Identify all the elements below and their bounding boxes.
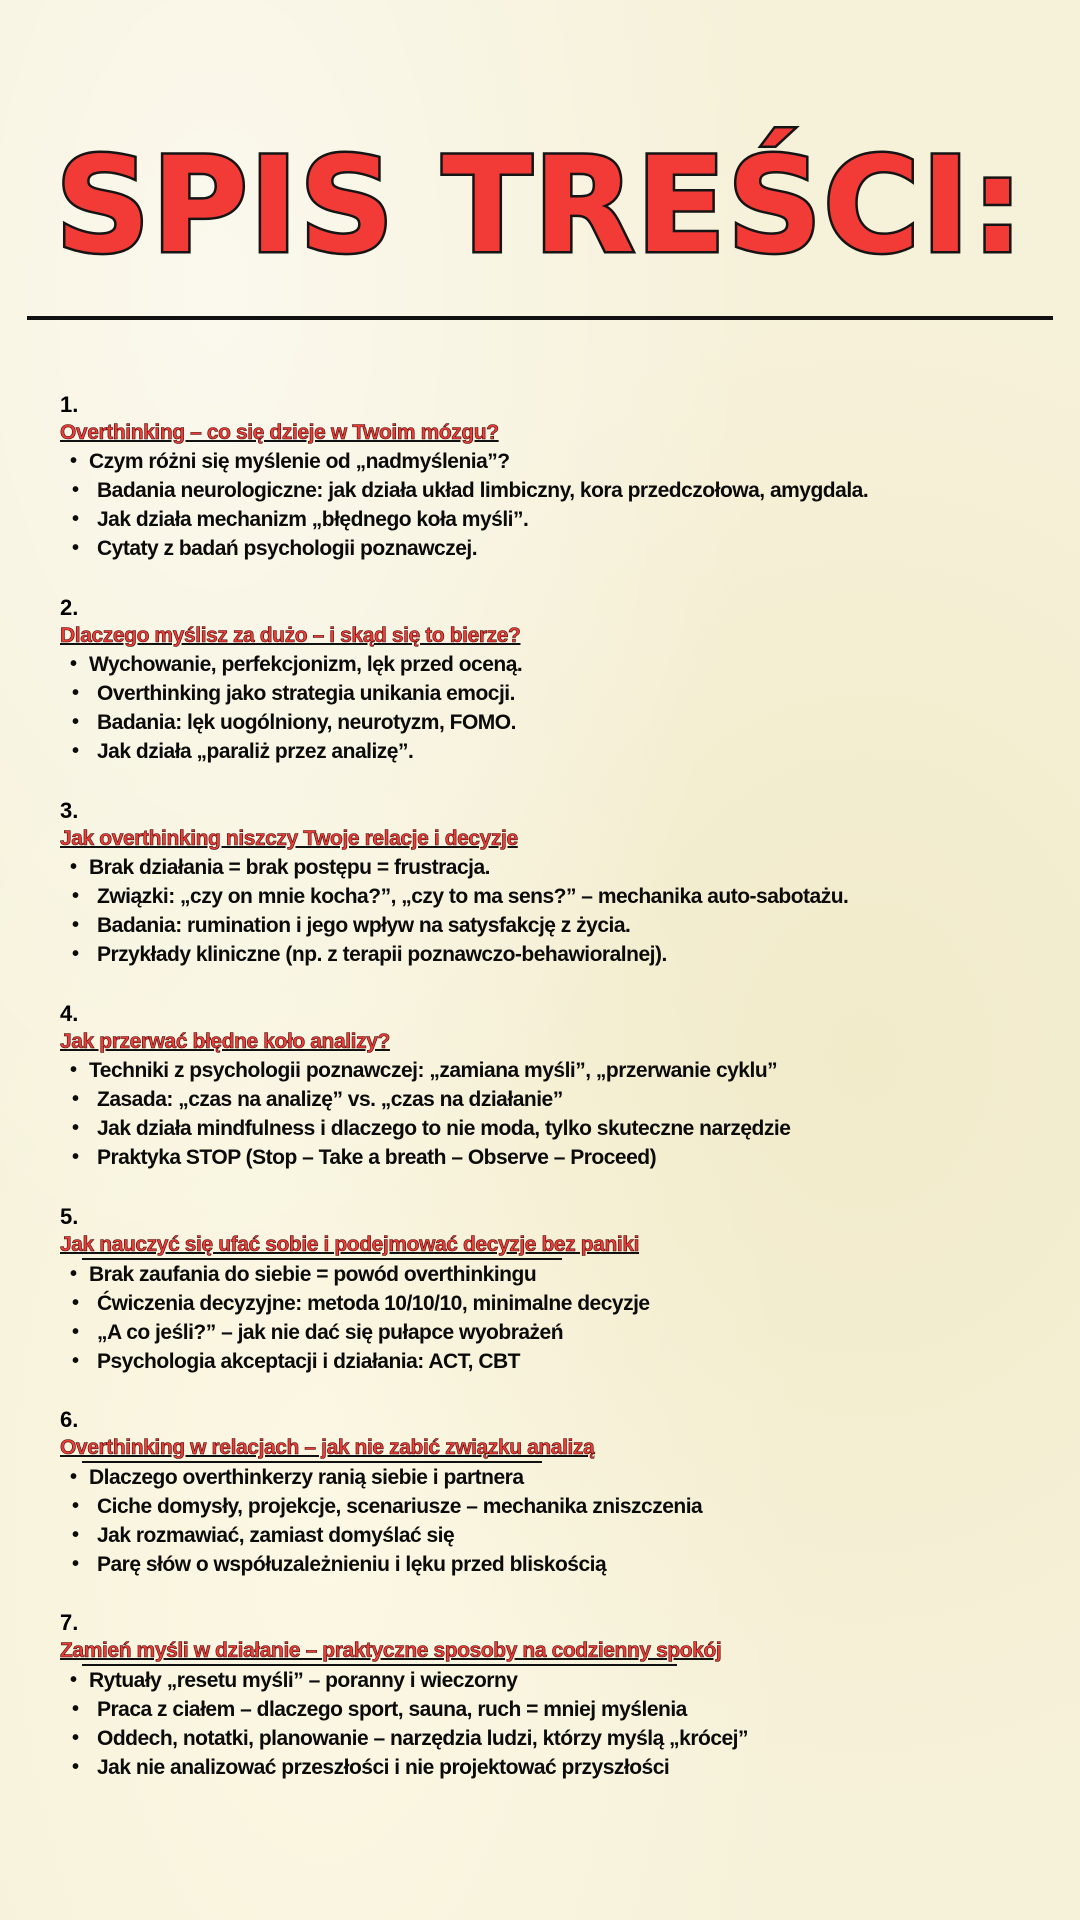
list-item: • Brak zaufania do siebie = powód overthinkingu (60, 1260, 1040, 1289)
list-item: • Ćwiczenia decyzyjne: metoda 10/10/10, minimalne decyzje (60, 1289, 1040, 1318)
list-item: • Psychologia akceptacji i działania: ACT, CBT (60, 1347, 1040, 1376)
list-item: • Overthinking jako strategia unikania emocji. (60, 679, 1040, 708)
list-item: • Praca z ciałem – dlaczego sport, sauna, ruch = mniej myślenia (60, 1695, 1040, 1724)
list-item: • Parę słów o współuzależnieniu i lęku przed bliskością (60, 1550, 1040, 1579)
list-item: • Wychowanie, perfekcjonizm, lęk przed oceną. (60, 650, 1040, 679)
chapter-number: 2. (60, 595, 79, 620)
list-item: • Badania: lęk uogólniony, neurotyzm, FOMO. (60, 708, 1040, 737)
chapter-number: 7. (60, 1610, 79, 1635)
title-divider (27, 316, 1053, 320)
chapter-number: 3. (60, 798, 79, 823)
topic-list (60, 1260, 1040, 1376)
chapter-heading: Jak overthinking niszczy Twoje relacje i decyzje (60, 827, 518, 850)
page-title: SPIS TREŚCI: (55, 129, 1025, 283)
list-item: • Związki: „czy on mnie kocha?”, „czy to ma sens?” – mechanika auto-sabotażu. (60, 882, 1040, 911)
topic-list (60, 447, 1040, 563)
list-item: • Rytuały „resetu myśli” – poranny i wieczorny (60, 1666, 1040, 1695)
topic-list (60, 853, 1040, 969)
list-item: • Zasada: „czas na analizę” vs. „czas na działanie” (60, 1085, 1040, 1114)
chapter-heading: Jak przerwać błędne koło analizy? (60, 1030, 390, 1053)
chapter-3 (60, 798, 1040, 1001)
list-item: • Brak działania = brak postępu = frustracja. (60, 853, 1040, 882)
list-item: • Praktyka STOP (Stop – Take a breath – Observe – Proceed) (60, 1143, 1040, 1172)
list-item: • Przykłady kliniczne (np. z terapii poznawczo-behawioralnej). (60, 940, 1040, 969)
list-item: • Badania neurologiczne: jak działa układ limbiczny, kora przedczołowa, amygdala. (60, 476, 1040, 505)
chapter-heading: Overthinking w relacjach – jak nie zabić związku analizą (60, 1436, 595, 1459)
chapter-heading: Overthinking – co się dzieje w Twoim mózgu? (60, 421, 499, 444)
chapter-number: 1. (60, 392, 79, 417)
topic-list (60, 1056, 1040, 1172)
list-item: • Jak działa mechanizm „błędnego koła myśli”. (60, 505, 1040, 534)
chapter-5 (60, 1204, 1040, 1407)
topic-list (60, 1666, 1040, 1782)
list-item: • Ciche domysły, projekcje, scenariusze – mechanika zniszczenia (60, 1492, 1040, 1521)
list-item: • Jak działa „paraliż przez analizę”. (60, 737, 1040, 766)
list-item: • Jak działa mindfulness i dlaczego to nie moda, tylko skuteczne narzędzie (60, 1114, 1040, 1143)
list-item: • Badania: rumination i jego wpływ na satysfakcję z życia. (60, 911, 1040, 940)
chapter-number: 6. (60, 1407, 79, 1432)
topic-list (60, 1463, 1040, 1579)
list-item: • Cytaty z badań psychologii poznawczej. (60, 534, 1040, 563)
chapter-7 (60, 1610, 1040, 1813)
list-item: • Techniki z psychologii poznawczej: „zamiana myśli”, „przerwanie cyklu” (60, 1056, 1040, 1085)
list-item: • Oddech, notatki, planowanie – narzędzia ludzi, którzy myślą „krócej” (60, 1724, 1040, 1753)
list-item: • Jak rozmawiać, zamiast domyślać się (60, 1521, 1040, 1550)
list-item: • „A co jeśli?” – jak nie dać się pułapce wyobrażeń (60, 1318, 1040, 1347)
list-item: • Dlaczego overthinkerzy ranią siebie i partnera (60, 1463, 1040, 1492)
topic-list (60, 650, 1040, 766)
chapter-6 (60, 1407, 1040, 1610)
chapter-number: 4. (60, 1001, 79, 1026)
list-item: • Jak nie analizować przeszłości i nie projektować przyszłości (60, 1753, 1040, 1782)
chapter-heading: Jak nauczyć się ufać sobie i podejmować decyzje bez paniki (60, 1233, 640, 1256)
chapter-heading: Dlaczego myślisz za dużo – i skąd się to bierze? (60, 624, 521, 647)
list-item: • Czym różni się myślenie od „nadmyślenia”? (60, 447, 1040, 476)
chapter-number: 5. (60, 1204, 79, 1229)
chapter-heading: Zamień myśli w działanie – praktyczne sposoby na codzienny spokój (60, 1639, 722, 1662)
table-of-contents (60, 392, 1040, 1813)
chapter-2 (60, 595, 1040, 798)
chapter-1 (60, 392, 1040, 595)
chapter-4 (60, 1001, 1040, 1204)
